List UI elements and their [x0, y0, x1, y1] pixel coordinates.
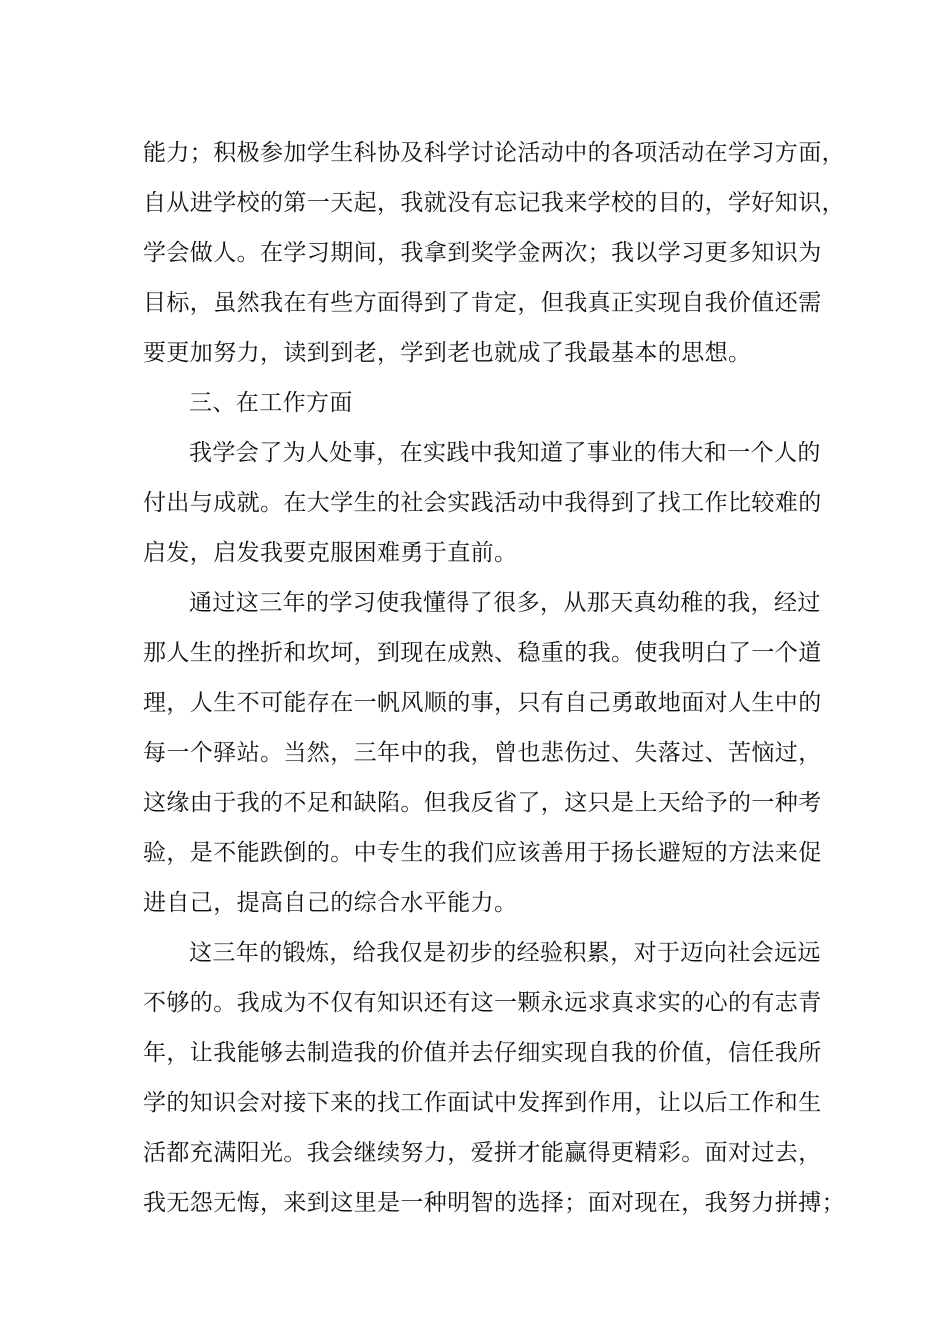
text-line: 这三年的锻炼，给我仅是初步的经验积累，对于迈向社会远远	[189, 940, 821, 966]
text-line: 要更加努力，读到到老，学到老也就成了我最基本的思想。	[143, 340, 752, 366]
text-line: 不够的。我成为不仅有知识还有这一颗永远求真求实的心的有志青	[143, 990, 822, 1016]
text-line: 进自己，提高自己的综合水平能力。	[143, 890, 518, 916]
text-line: 每一个驿站。当然，三年中的我，曾也悲伤过、失落过、苦恼过，	[143, 740, 822, 766]
text-line: 验，是不能跌倒的。中专生的我们应该善用于扬长避短的方法来促	[143, 840, 822, 866]
document-body	[143, 128, 845, 1228]
text-line: 我学会了为人处事，在实践中我知道了事业的伟大和一个人的	[189, 440, 821, 466]
text-line: 目标，虽然我在有些方面得到了肯定，但我真正实现自我价值还需	[143, 290, 822, 316]
text-line: 学的知识会对接下来的找工作面试中发挥到作用，让以后工作和生	[143, 1090, 822, 1116]
text-line: 那人生的挫折和坎坷，到现在成熟、稳重的我。使我明白了一个道	[143, 640, 822, 666]
text-line: 学会做人。在学习期间，我拿到奖学金两次；我以学习更多知识为	[143, 240, 822, 266]
text-line: 这缘由于我的不足和缺陷。但我反省了，这只是上天给予的一种考	[143, 790, 822, 816]
section-heading: 三、在工作方面	[189, 390, 353, 416]
text-line: 活都充满阳光。我会继续努力，爱拼才能赢得更精彩。面对过去，	[143, 1140, 822, 1166]
text-line: 我无怨无悔，来到这里是一种明智的选择；面对现在，我努力拼搏；	[143, 1190, 845, 1216]
text-line: 理，人生不可能存在一帆风顺的事，只有自己勇敢地面对人生中的	[143, 690, 822, 716]
text-line: 通过这三年的学习使我懂得了很多，从那天真幼稚的我，经过	[189, 590, 821, 616]
text-line: 能力；积极参加学生科协及科学讨论活动中的各项活动在学习方面，	[143, 140, 845, 166]
text-line: 付出与成就。在大学生的社会实践活动中我得到了找工作比较难的	[143, 490, 822, 516]
text-line: 自从进学校的第一天起，我就没有忘记我来学校的目的，学好知识，	[143, 190, 845, 216]
text-line: 年，让我能够去制造我的价值并去仔细实现自我的价值，信任我所	[143, 1040, 822, 1066]
text-line: 启发，启发我要克服困难勇于直前。	[143, 540, 518, 566]
